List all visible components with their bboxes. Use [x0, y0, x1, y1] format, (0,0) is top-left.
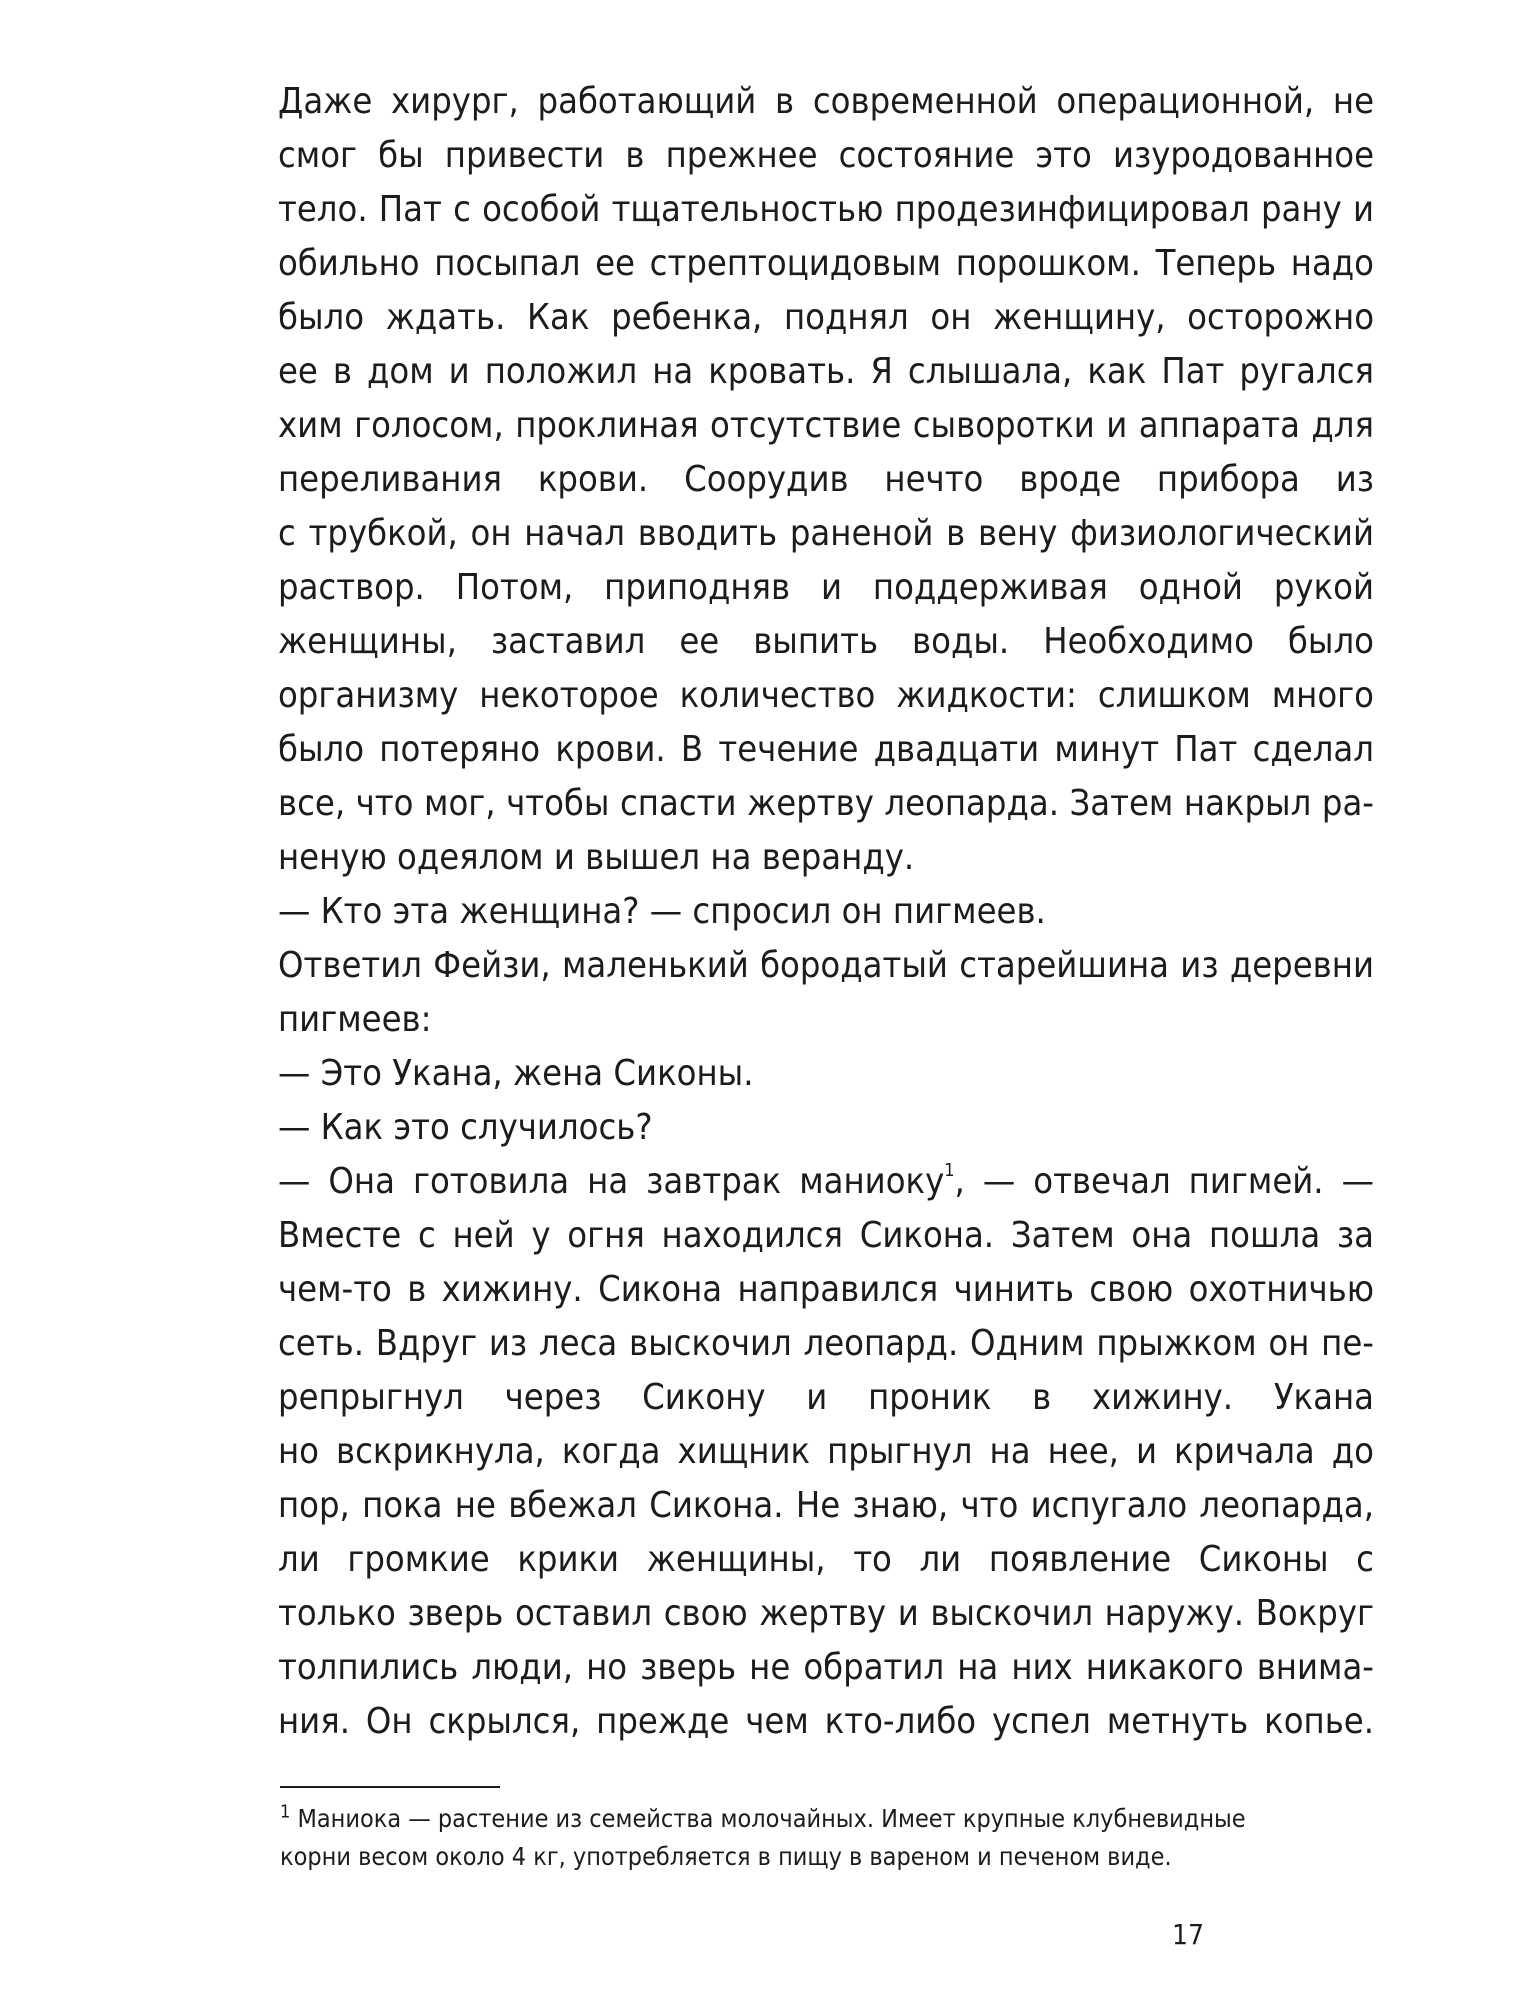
text-line: пигмеев:: [278, 999, 432, 1040]
text-line: переливания крови. Соорудив нечто вроде прибора из: [278, 459, 1374, 500]
text-line: Ответил Фейзи, маленький бородатый старейшина из деревни: [278, 945, 1374, 986]
text-line: с трубкой, он начал вводить раненой в вену физиологический: [278, 513, 1374, 554]
text-line: — Кто эта женщина? — спросил он пигмеев.: [278, 891, 1046, 932]
text-line: — Как это случилось?: [278, 1107, 653, 1148]
text-line: — Она готовила на завтрак маниоку$^1$, — отвечал пигмей. —: [278, 1160, 1374, 1202]
text-line: репрыгнул через Сикону и проник в хижину. Укана: [278, 1377, 1374, 1418]
text-line: тело. Пат с особой тщательностью продезинфицировал рану и: [278, 189, 1374, 230]
text-line: обильно посыпал ее стрептоцидовым порошком. Теперь надо: [278, 243, 1374, 284]
text-line: только зверь оставил свою жертву и выскочил наружу. Вокруг: [278, 1593, 1374, 1634]
text-line: организму некоторое количество жидкости: слишком много: [278, 675, 1374, 716]
text-line: но вскрикнула, когда хищник прыгнул на нее, и кричала до: [278, 1431, 1374, 1472]
text-line: было ждать. Как ребенка, поднял он женщину, осторожно: [278, 297, 1374, 338]
text-line: смог бы привести в прежнее состояние это изуродованное: [278, 135, 1374, 176]
page-number: 17: [1172, 1918, 1205, 1951]
footnote-divider: [280, 1786, 500, 1788]
footnote-line: $^1$ Маниока — растение из семейства молочайных. Имеет крупные клубневидные: [280, 1801, 1246, 1833]
text-line: неную одеялом и вышел на веранду.: [278, 837, 915, 878]
text-line: Вместе с ней у огня находился Сикона. Затем она пошла за: [278, 1215, 1374, 1256]
text-line: ния. Он скрылся, прежде чем кто-либо успел метнуть копье.: [278, 1701, 1374, 1742]
text-line: ее в дом и положил на кровать. Я слышала, как Пат ругался: [278, 351, 1374, 392]
body-text: [278, 75, 1374, 1749]
text-line: ли громкие крики женщины, то ли появление Сиконы с: [278, 1539, 1374, 1580]
text-line: — Это Укана, жена Сиконы.: [278, 1053, 754, 1094]
footnote-marker: 1: [280, 1801, 291, 1823]
footnote: [280, 1800, 1380, 1876]
text-line: было потеряно крови. В течение двадцати минут Пат сделал: [278, 729, 1374, 770]
text-line: женщины, заставил ее выпить воды. Необходимо было: [278, 621, 1374, 662]
text-line: хим голосом, проклиная отсутствие сыворотки и аппарата для: [278, 405, 1374, 446]
text-line: все, что мог, чтобы спасти жертву леопарда. Затем накрыл ра-: [278, 783, 1374, 824]
footnote-reference: 1: [944, 1160, 955, 1181]
footnote-line: корни весом около 4 кг, употребляется в пищу в вареном и печеном виде.: [280, 1842, 1172, 1871]
text-line: раствор. Потом, приподняв и поддерживая одной рукой: [278, 567, 1374, 608]
text-line: сеть. Вдруг из леса выскочил леопард. Одним прыжком он пе-: [278, 1323, 1374, 1364]
text-line: чем-то в хижину. Сикона направился чинить свою охотничью: [278, 1269, 1374, 1310]
text-line: пор, пока не вбежал Сикона. Не знаю, что испугало леопарда,: [278, 1485, 1374, 1526]
text-line: Даже хирург, работающий в современной операционной, не: [278, 81, 1374, 122]
text-line: толпились люди, но зверь не обратил на них никакого внима-: [278, 1647, 1374, 1688]
